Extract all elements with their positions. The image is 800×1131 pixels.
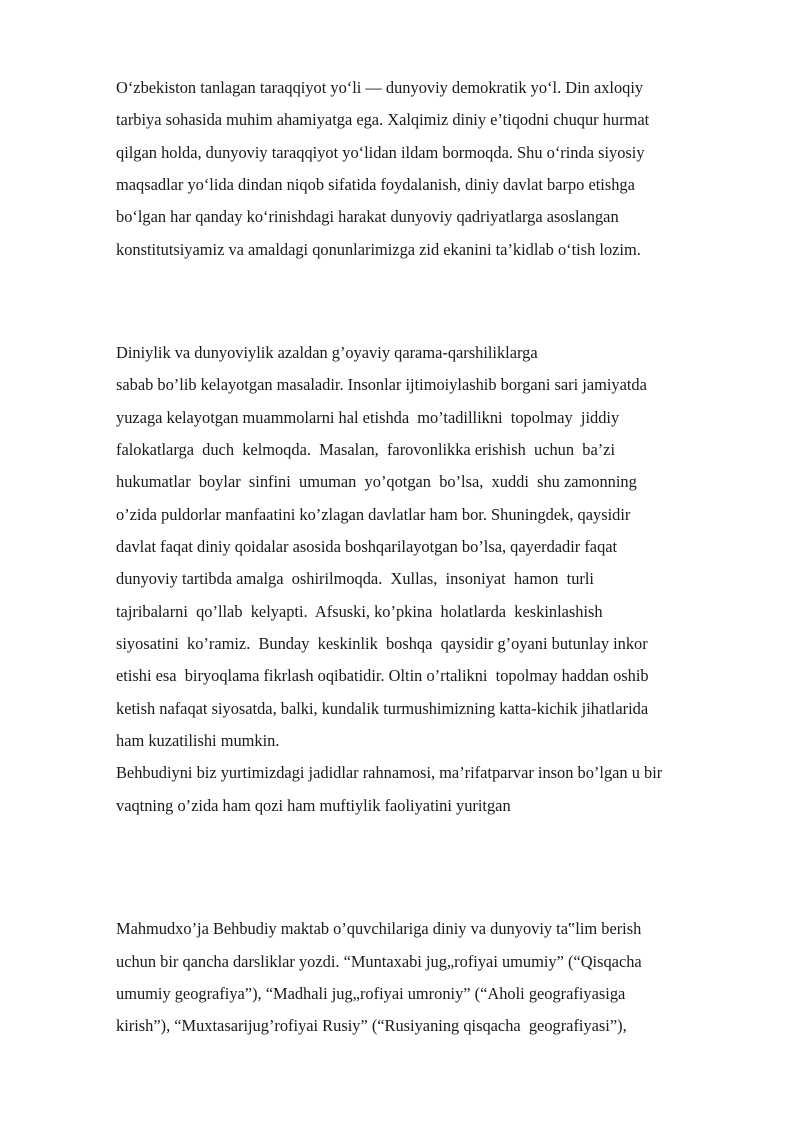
paragraph-line: konstitutsiyamiz va amaldagi qonunlarimizga zid ekanini ta’kidlab o‘tish lozim. [116,240,641,259]
paragraph-line: qilgan holda, dunyoviy taraqqiyot yo‘lidan ildam bormoqda. Shu o‘rinda siyosiy [116,143,645,162]
paragraph-line: umumiy geografiya”), “Madhali jug„rofiyai umroniy” (“Aholi geografiyasiga [116,984,626,1003]
paragraph-line: o’zida puldorlar manfaatini ko’zlagan davlatlar ham bor. Shuningdek, qaysidir [116,505,631,524]
paragraph-line: uchun bir qancha darsliklar yozdi. “Muntaxabi jug„rofiyai umumiy” (“Qisqacha [116,952,642,971]
paragraph-line: vaqtning o’zida ham qozi ham muftiylik faoliyatini yuritgan [116,796,511,815]
paragraph-line: ketish nafaqat siyosatda, balki, kundalik turmushimizning katta-kichik jihatlarida [116,699,649,718]
paragraph-line: maqsadlar yo‘lida dindan niqob sifatida foydalanish, diniy davlat barpo etishga [116,175,635,194]
paragraph-line: sabab bo’lib kelayotgan masaladir. Insonlar ijtimoiylashib borgani sari jamiyatda [116,375,647,394]
paragraph-line: Behbudiyni biz yurtimizdagi jadidlar rahnamosi, ma’rifatparvar inson bo’lgan u bir [116,763,663,782]
paragraph-line: siyosatini ko’ramiz. Bunday keskinlik boshqa qaysidir g’oyani butunlay inkor [116,634,648,653]
paragraph-line: davlat faqat diniy qoidalar asosida boshqarilayotgan bo’lsa, qayerdadir faqat [116,537,618,556]
paragraph-line: Mahmudxo’ja Behbudiy maktab o’quvchilariga diniy va dunyoviy ta‟lim berish [116,919,642,938]
paragraph-line: tarbiya sohasida muhim ahamiyatga ega. Xalqimiz diniy e’tiqodni chuqur hurmat [116,110,650,129]
paragraph-line: O‘zbekiston tanlagan taraqqiyot yo‘li — dunyoviy demokratik yo‘l. Din axloqiy [116,78,644,97]
paragraph-line: yuzaga kelayotgan muammolarni hal etishda mo’tadillikni topolmay jiddiy [116,408,620,427]
paragraph-line: tajribalarni qo’llab kelyapti. Afsuski, ko’pkina holatlarda keskinlashish [116,602,603,621]
paragraph-line: dunyoviy tartibda amalga oshirilmoqda. Xullas, insoniyat hamon turli [116,569,594,588]
paragraph-line: Diniylik va dunyoviylik azaldan g’oyaviy qarama-qarshiliklarga [116,343,538,362]
paragraph-line: bo‘lgan har qanday ko‘rinishdagi harakat dunyoviy qadriyatlarga asoslangan [116,207,619,226]
paragraph-line: hukumatlar boylar sinfini umuman yo’qotgan bo’lsa, xuddi shu zamonning [116,472,637,491]
paragraph-line: kirish”), “Muxtasarijug’rofiyai Rusiy” (“Rusiyaning qisqacha geografiyasi”), [116,1016,627,1035]
paragraph-line: ham kuzatilishi mumkin. [116,731,280,750]
paragraph-line: etishi esa biryoqlama fikrlash oqibatidir. Oltin o’rtalikni topolmay haddan oshib [116,666,649,685]
paragraph-line: falokatlarga duch kelmoqda. Masalan, farovonlikka erishish uchun ba’zi [116,440,616,459]
